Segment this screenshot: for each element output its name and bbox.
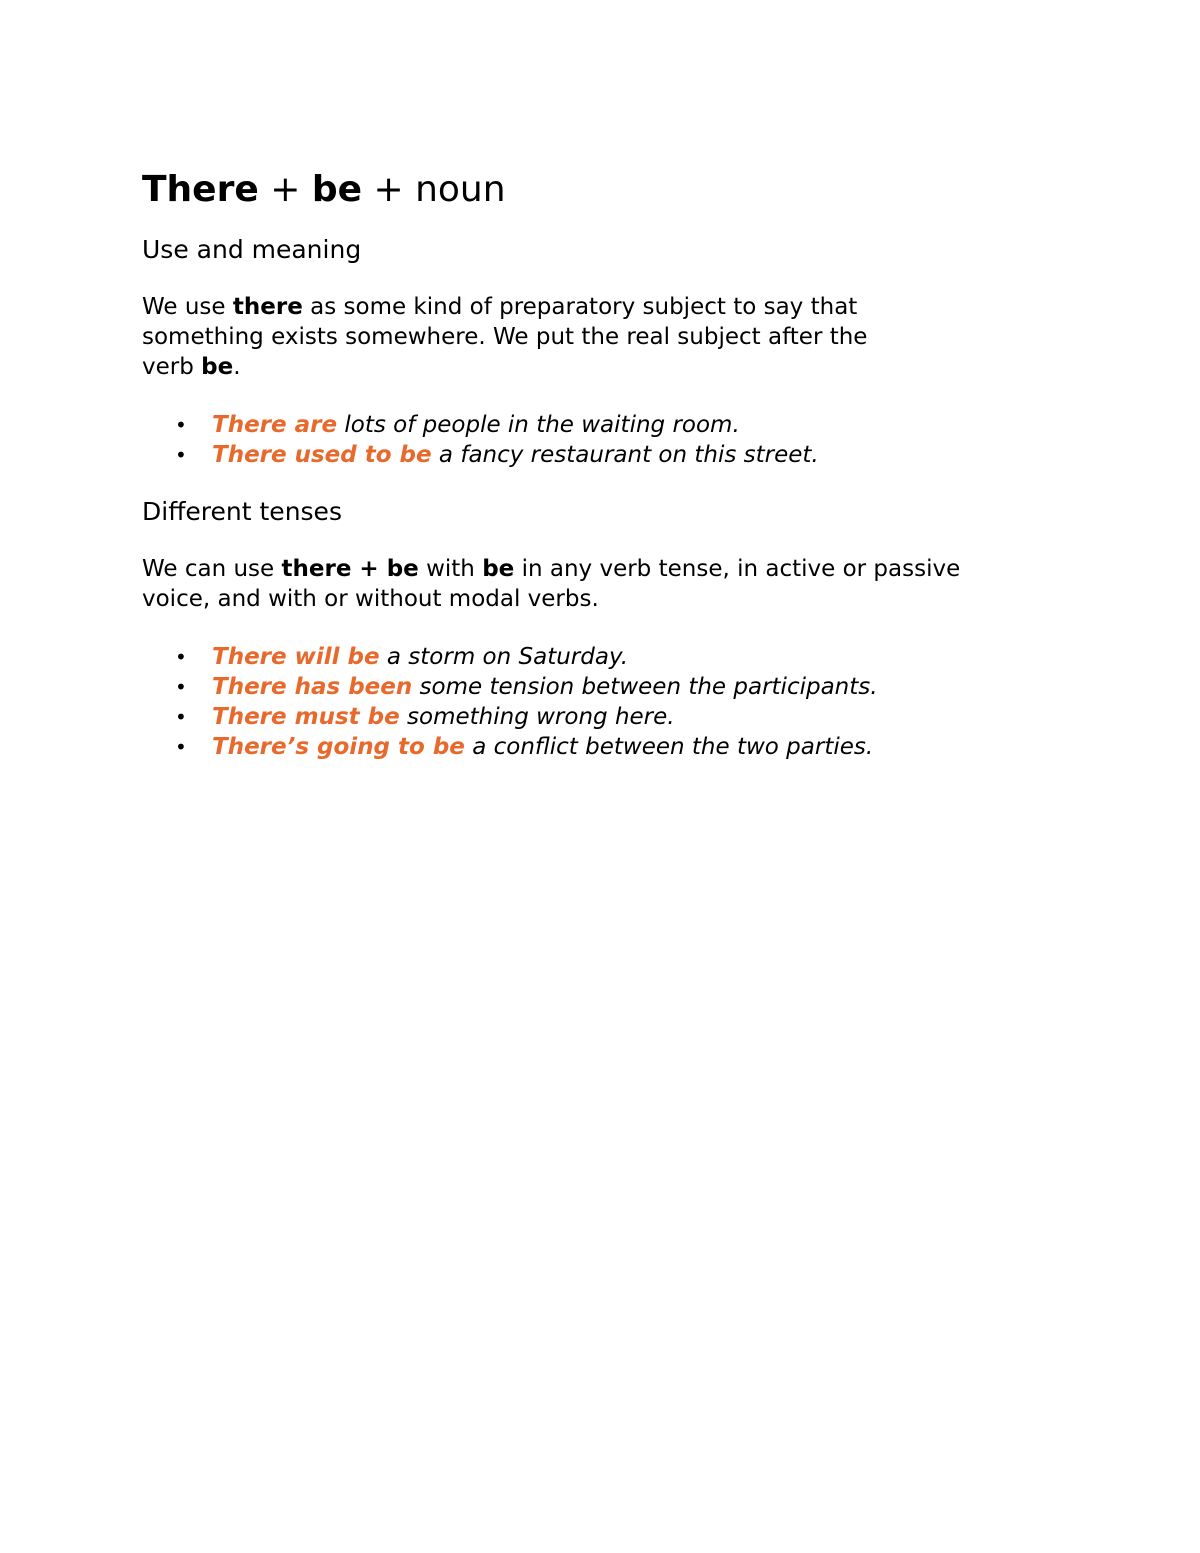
example-text: a conflict between the two parties. [464, 734, 874, 760]
bullet-icon: • [175, 413, 187, 437]
text-run: . [233, 354, 241, 380]
list-item [142, 642, 1102, 672]
example-highlight: There must be [212, 704, 400, 730]
bullet-icon: • [175, 443, 187, 467]
bullet-icon: • [175, 645, 187, 669]
title-plus-noun: + noun [362, 169, 506, 210]
bold-run: be [201, 354, 234, 380]
bold-run: be [482, 556, 515, 582]
example-highlight: There will be [212, 644, 380, 670]
list-item [142, 410, 1102, 440]
document-page [142, 168, 1102, 762]
title-plus-1: + [258, 169, 312, 210]
bullet-icon: • [175, 735, 187, 759]
text-run: as some kind of preparatory subject to say that [302, 294, 858, 320]
title-there: There [142, 169, 259, 210]
example-text: a storm on Saturday. [379, 644, 629, 670]
list-item [142, 672, 1102, 702]
text-run: something exists somewhere. We put the real subject after the [142, 324, 868, 350]
example-list-2 [142, 642, 1102, 762]
example-text: a fancy restaurant on this street. [431, 442, 819, 468]
title-be: be [311, 169, 363, 210]
text-run: verb [142, 354, 202, 380]
section-heading-use-and-meaning: Use and meaning [142, 235, 362, 264]
list-item [142, 440, 1102, 470]
page-title [142, 168, 1102, 212]
example-highlight: There has been [212, 674, 413, 700]
example-highlight: There’s going to be [212, 734, 465, 760]
paragraph-use-and-meaning [142, 292, 1102, 382]
example-text: lots of people in the waiting room. [337, 412, 740, 438]
text-run: voice, and with or without modal verbs. [142, 586, 599, 612]
paragraph-different-tenses [142, 554, 1102, 614]
text-run: with [418, 556, 483, 582]
bullet-icon: • [175, 675, 187, 699]
text-run: We can use [142, 556, 282, 582]
bold-run: there + be [281, 556, 419, 582]
example-text: something wrong here. [399, 704, 675, 730]
example-highlight: There used to be [212, 442, 432, 468]
example-list-1 [142, 410, 1102, 470]
example-text: some tension between the participants. [412, 674, 878, 700]
example-highlight: There are [212, 412, 338, 438]
bullet-icon: • [175, 705, 187, 729]
section-heading-different-tenses: Different tenses [142, 497, 342, 526]
list-item [142, 702, 1102, 732]
text-run: We use [142, 294, 233, 320]
text-run: in any verb tense, in active or passive [514, 556, 961, 582]
bold-run: there [232, 294, 303, 320]
list-item [142, 732, 1102, 762]
